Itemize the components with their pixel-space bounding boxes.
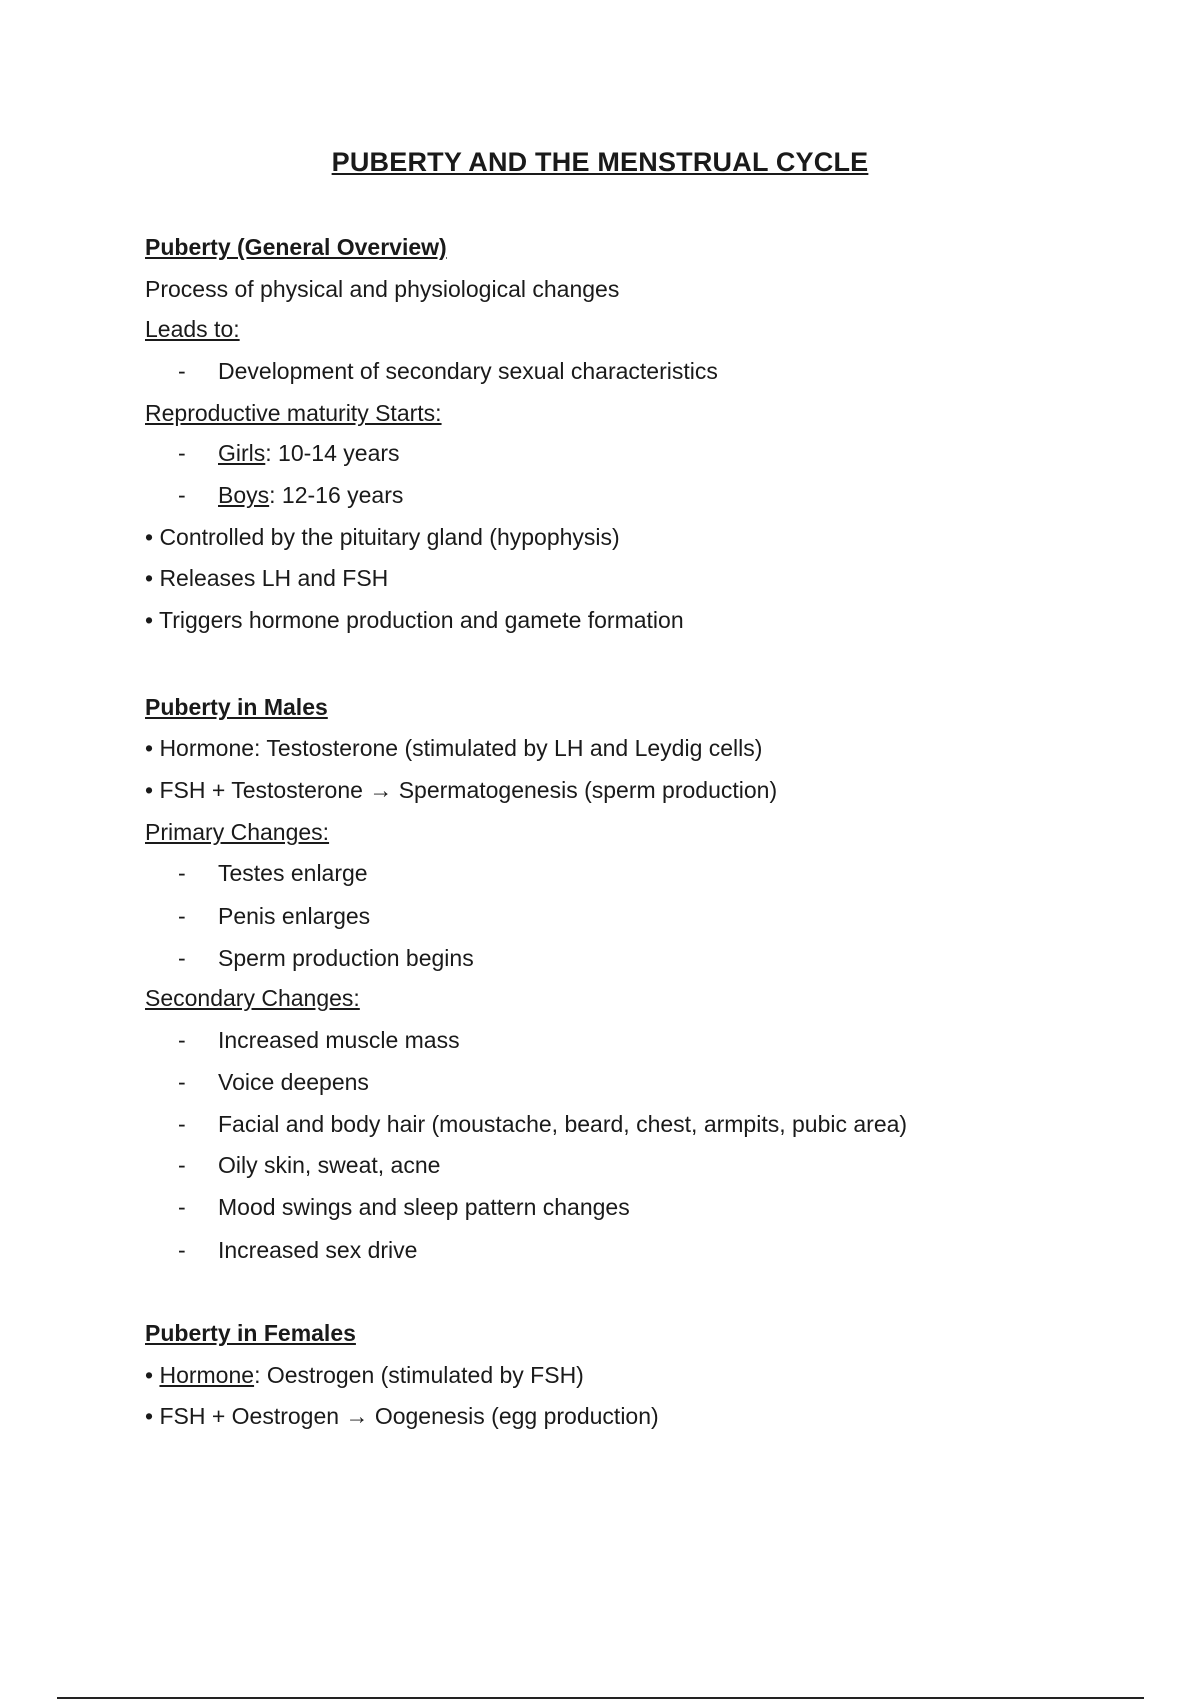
list-item-text: Penis enlarges xyxy=(218,903,371,929)
list-item-text: Facial and body hair (moustache, beard, chest, armpits, pubic area) xyxy=(218,1111,908,1137)
section-heading-females: Puberty in Females xyxy=(145,1320,356,1346)
bullet-item: • FSH + Oestrogen → Oogenesis (egg production) xyxy=(145,1403,659,1429)
primary-changes-label: Primary Changes: xyxy=(145,819,330,845)
list-item-text: Increased sex drive xyxy=(218,1237,418,1263)
dash-marker: - xyxy=(178,1194,186,1220)
dash-marker: - xyxy=(178,1152,186,1178)
list-item xyxy=(178,858,368,888)
dash-marker: - xyxy=(178,945,186,971)
bullet-item: • Controlled by the pituitary gland (hypophysis) xyxy=(145,524,620,550)
list-item-text: Sperm production begins xyxy=(218,945,474,971)
boys-age-range xyxy=(218,480,403,510)
bullet-marker: • xyxy=(145,1362,160,1388)
list-item xyxy=(178,356,718,386)
dash-marker: - xyxy=(178,440,186,466)
list-item xyxy=(178,943,474,973)
list-item-text: Increased muscle mass xyxy=(218,1027,460,1053)
list-item-text: Mood swings and sleep pattern changes xyxy=(218,1194,630,1220)
dash-marker: - xyxy=(178,1237,186,1263)
boys-value: : 12-16 years xyxy=(269,482,404,508)
bullet-item: • FSH + Testosterone → Spermatogenesis (sperm production) xyxy=(145,777,778,803)
list-item xyxy=(178,1150,441,1180)
list-item-text: Oily skin, sweat, acne xyxy=(218,1152,441,1178)
dash-marker: - xyxy=(178,903,186,929)
secondary-changes-label: Secondary Changes: xyxy=(145,985,360,1011)
girls-label: Girls xyxy=(218,440,266,466)
bullet-item-hormone xyxy=(145,1360,584,1390)
footer-divider xyxy=(57,1697,1144,1699)
bullet-item: • Releases LH and FSH xyxy=(145,565,389,591)
page-title: PUBERTY AND THE MENSTRUAL CYCLE xyxy=(331,147,869,177)
dash-marker: - xyxy=(178,1027,186,1053)
section-heading-males: Puberty in Males xyxy=(145,694,328,720)
list-item xyxy=(178,901,371,931)
boys-label: Boys xyxy=(218,482,270,508)
leads-to-label: Leads to: xyxy=(145,316,240,342)
list-item-girls xyxy=(178,438,400,468)
list-item-text: Voice deepens xyxy=(218,1069,369,1095)
maturity-label: Reproductive maturity Starts: xyxy=(145,400,442,426)
list-item xyxy=(178,1067,369,1097)
dash-marker: - xyxy=(178,482,186,508)
list-item xyxy=(178,1109,908,1139)
bullet-item: • Triggers hormone production and gamete formation xyxy=(145,607,684,633)
girls-value: : 10-14 years xyxy=(265,440,400,466)
hormone-label: Hormone xyxy=(159,1362,255,1388)
dash-marker: - xyxy=(178,1111,186,1137)
general-intro: Process of physical and physiological changes xyxy=(145,276,620,302)
bullet-item: • Hormone: Testosterone (stimulated by LH and Leydig cells) xyxy=(145,735,763,761)
dash-marker: - xyxy=(178,860,186,886)
list-item-text: Testes enlarge xyxy=(218,860,368,886)
list-item xyxy=(178,1025,460,1055)
section-heading-general: Puberty (General Overview) xyxy=(145,234,447,260)
hormone-value: : Oestrogen (stimulated by FSH) xyxy=(254,1362,584,1388)
list-item xyxy=(178,1235,418,1265)
dash-marker: - xyxy=(178,1069,186,1095)
dash-marker: - xyxy=(178,358,186,384)
list-item-text: Development of secondary sexual characteristics xyxy=(218,358,718,384)
list-item-boys xyxy=(178,480,404,510)
girls-age-range xyxy=(218,438,400,468)
list-item xyxy=(178,1192,630,1222)
